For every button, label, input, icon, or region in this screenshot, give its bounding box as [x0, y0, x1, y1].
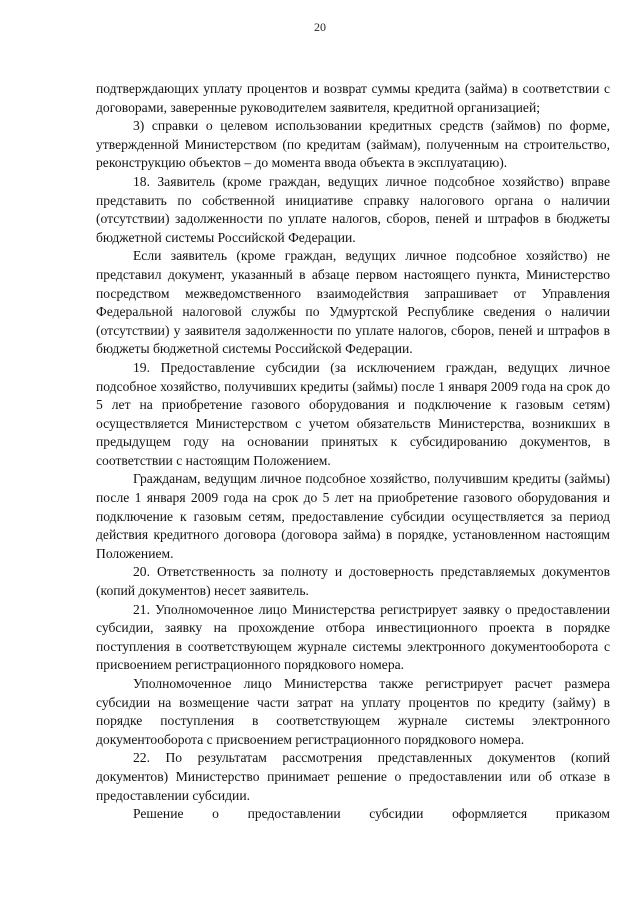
page-number: 20	[314, 20, 326, 34]
document-body	[96, 80, 610, 824]
paragraph-21: 21. Уполномоченное лицо Министерства регистрирует заявку о предоставлении субсидии, заявку на прохождение отбора инвестиционного проекта в порядке поступления в соответствующем журнале системы электронного документооборота с присвоением регистрационного порядкового номера.	[96, 601, 610, 673]
paragraph-20: 20. Ответственность за полноту и достоверность представляемых документов (копий документов) несет заявитель.	[96, 564, 610, 599]
paragraph-21-second: Уполномоченное лицо Министерства также регистрирует расчет размера субсидии на возмещение части затрат на уплату процентов по кредиту (займу) в порядке поступления в соответствующем журнале системы электронного документооборота с присвоением регистрационного порядкового номера.	[96, 676, 610, 747]
paragraph-19: 19. Предоставление субсидии (за исключением граждан, ведущих личное подсобное хозяйство, получивших кредиты (займы) после 1 января 2009 года на срок до 5 лет на приобретение газового оборудования и подключение к газовым сетям) осуществляется Министерством с учетом обязательств Министерства, возникших в предыдущем году на основании принятых к субсидированию документов, в соответствии с настоящим Положением.	[96, 359, 610, 468]
paragraph-item-3: 3) справки о целевом использовании кредитных средств (займов) по форме, утвержденной Министерством (по кредитам (займам), полученным на строительство, реконструкцию объектов – до момента ввода объекта в эксплуатацию).	[96, 118, 610, 171]
paragraph-19-second: Гражданам, ведущим личное подсобное хозяйство, получившим кредиты (займы) после 1 января 2009 года на срок до 5 лет на приобретение газового оборудования и подключение к газовым сетям, предоставление субсидии осуществляется за период действия кредитного договора (договора займа) в порядке, установленном настоящим Положением.	[96, 471, 610, 561]
paragraph-22: 22. По результатам рассмотрения представленных документов (копий документов) Министерство принимает решение о предоставлении или об отказе в предоставлении субсидии.	[96, 750, 610, 803]
paragraph-continuation: подтверждающих уплату процентов и возврат суммы кредита (займа) в соответствии с договорами, заверенные руководителем заявителя, кредитной организацией;	[96, 81, 610, 115]
paragraph-18-second: Если заявитель (кроме граждан, ведущих личное подсобное хозяйство) не представил документ, указанный в абзаце первом настоящего пункта, Министерство посредством межведомственного взаимодействия запрашивает от Управления Федеральной налоговой службы по Удмуртской Республике сведения о наличии (отсутствии) у заявителя задолженности по уплате налогов, сборов, пеней и штрафов в бюджеты бюджетной системы Российской Федерации.	[96, 248, 610, 357]
paragraph-18: 18. Заявитель (кроме граждан, ведущих личное подсобное хозяйство) вправе представить по собственной инициативе справку налогового органа о наличии (отсутствии) задолженности по уплате налогов, сборов, пеней и штрафов в бюджеты бюджетной системы Российской Федерации.	[96, 173, 610, 245]
paragraph-22-second: Решение о предоставлении субсидии оформляется приказом	[133, 806, 610, 822]
